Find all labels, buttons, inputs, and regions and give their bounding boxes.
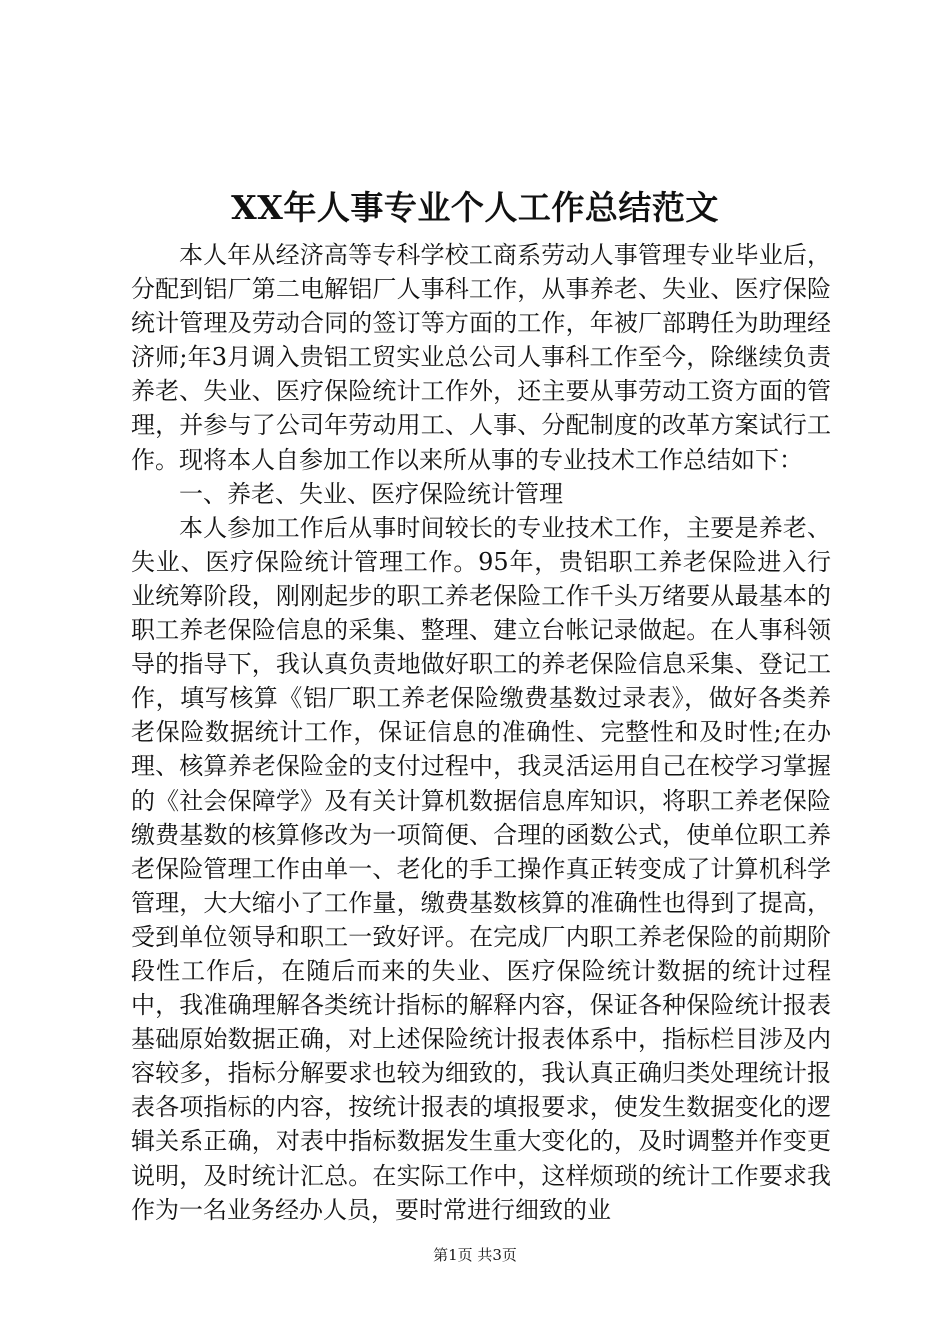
- page-footer: 第1页 共3页: [433, 1246, 517, 1264]
- section-heading-insurance-statistics: 一、养老、失业、医疗保险统计管理: [179, 479, 563, 508]
- paragraph-insurance-statistics: 本人参加工作后从事时间较长的专业技术工作，主要是养老、失业、医疗保险统计管理工作。95年，贵铝职工养老保险进入行业统筹阶段，刚刚起步的职工养老保险工作千头万绪要从最基本的职工养老保险信息的采集、整理、建立台帐记录做起。在人事科领导的指导下，我认真负责地做好职工的养老保险信息采集、登记工作，填写核算《铝厂职工养老保险缴费基数过录表》，做好各类养老保险数据统计工作，保证信息的准确性、完整性和及时性;在办理、核算养老保险金的支付过程中，我灵活运用自己在校学习掌握的《社会保障学》及有关计算机数据信息库知识，将职工养老保险缴费基数的核算修改为一项简便、合理的函数公式，使单位职工养老保险管理工作由单一、老化的手工操作真正转变成了计算机科学管理，大大缩小了工作量，缴费基数核算的准确性也得到了提高，受到单位领导和职工一致好评。在完成厂内职工养老保险的前期阶段性工作后，在随后而来的失业、医疗保险统计数据的统计过程中，我准确理解各类统计指标的解释内容，保证各种保险统计报表基础原始数据正确，对上述保险统计报表体系中，指标栏目涉及内容较多，指标分解要求也较为细致的，我认真正确归类处理统计报表各项指标的内容，按统计报表的填报要求，使发生数据变化的逻辑关系正确，对表中指标数据发生重大变化的，及时调整并作变更说明，及时统计汇总。在实际工作中，这样烦琐的统计工作要求我作为一名业务经办人员，要时常进行细致的业: [131, 513, 831, 1224]
- document-title: XX年人事专业个人工作总结范文: [231, 188, 719, 227]
- document-body: [131, 238, 831, 1227]
- paragraph-intro: 本人年从经济高等专科学校工商系劳动人事管理专业毕业后，分配到铝厂第二电解铝厂人事科工作，从事养老、失业、医疗保险统计管理及劳动合同的签订等方面的工作，年被厂部聘任为助理经济师;年3月调入贵铝工贸实业总公司人事科工作至今，除继续负责养老、失业、医疗保险统计工作外，还主要从事劳动工资方面的管理，并参与了公司年劳动用工、人事、分配制度的改革方案试行工作。现将本人自参加工作以来所从事的专业技术工作总结如下：: [131, 241, 831, 474]
